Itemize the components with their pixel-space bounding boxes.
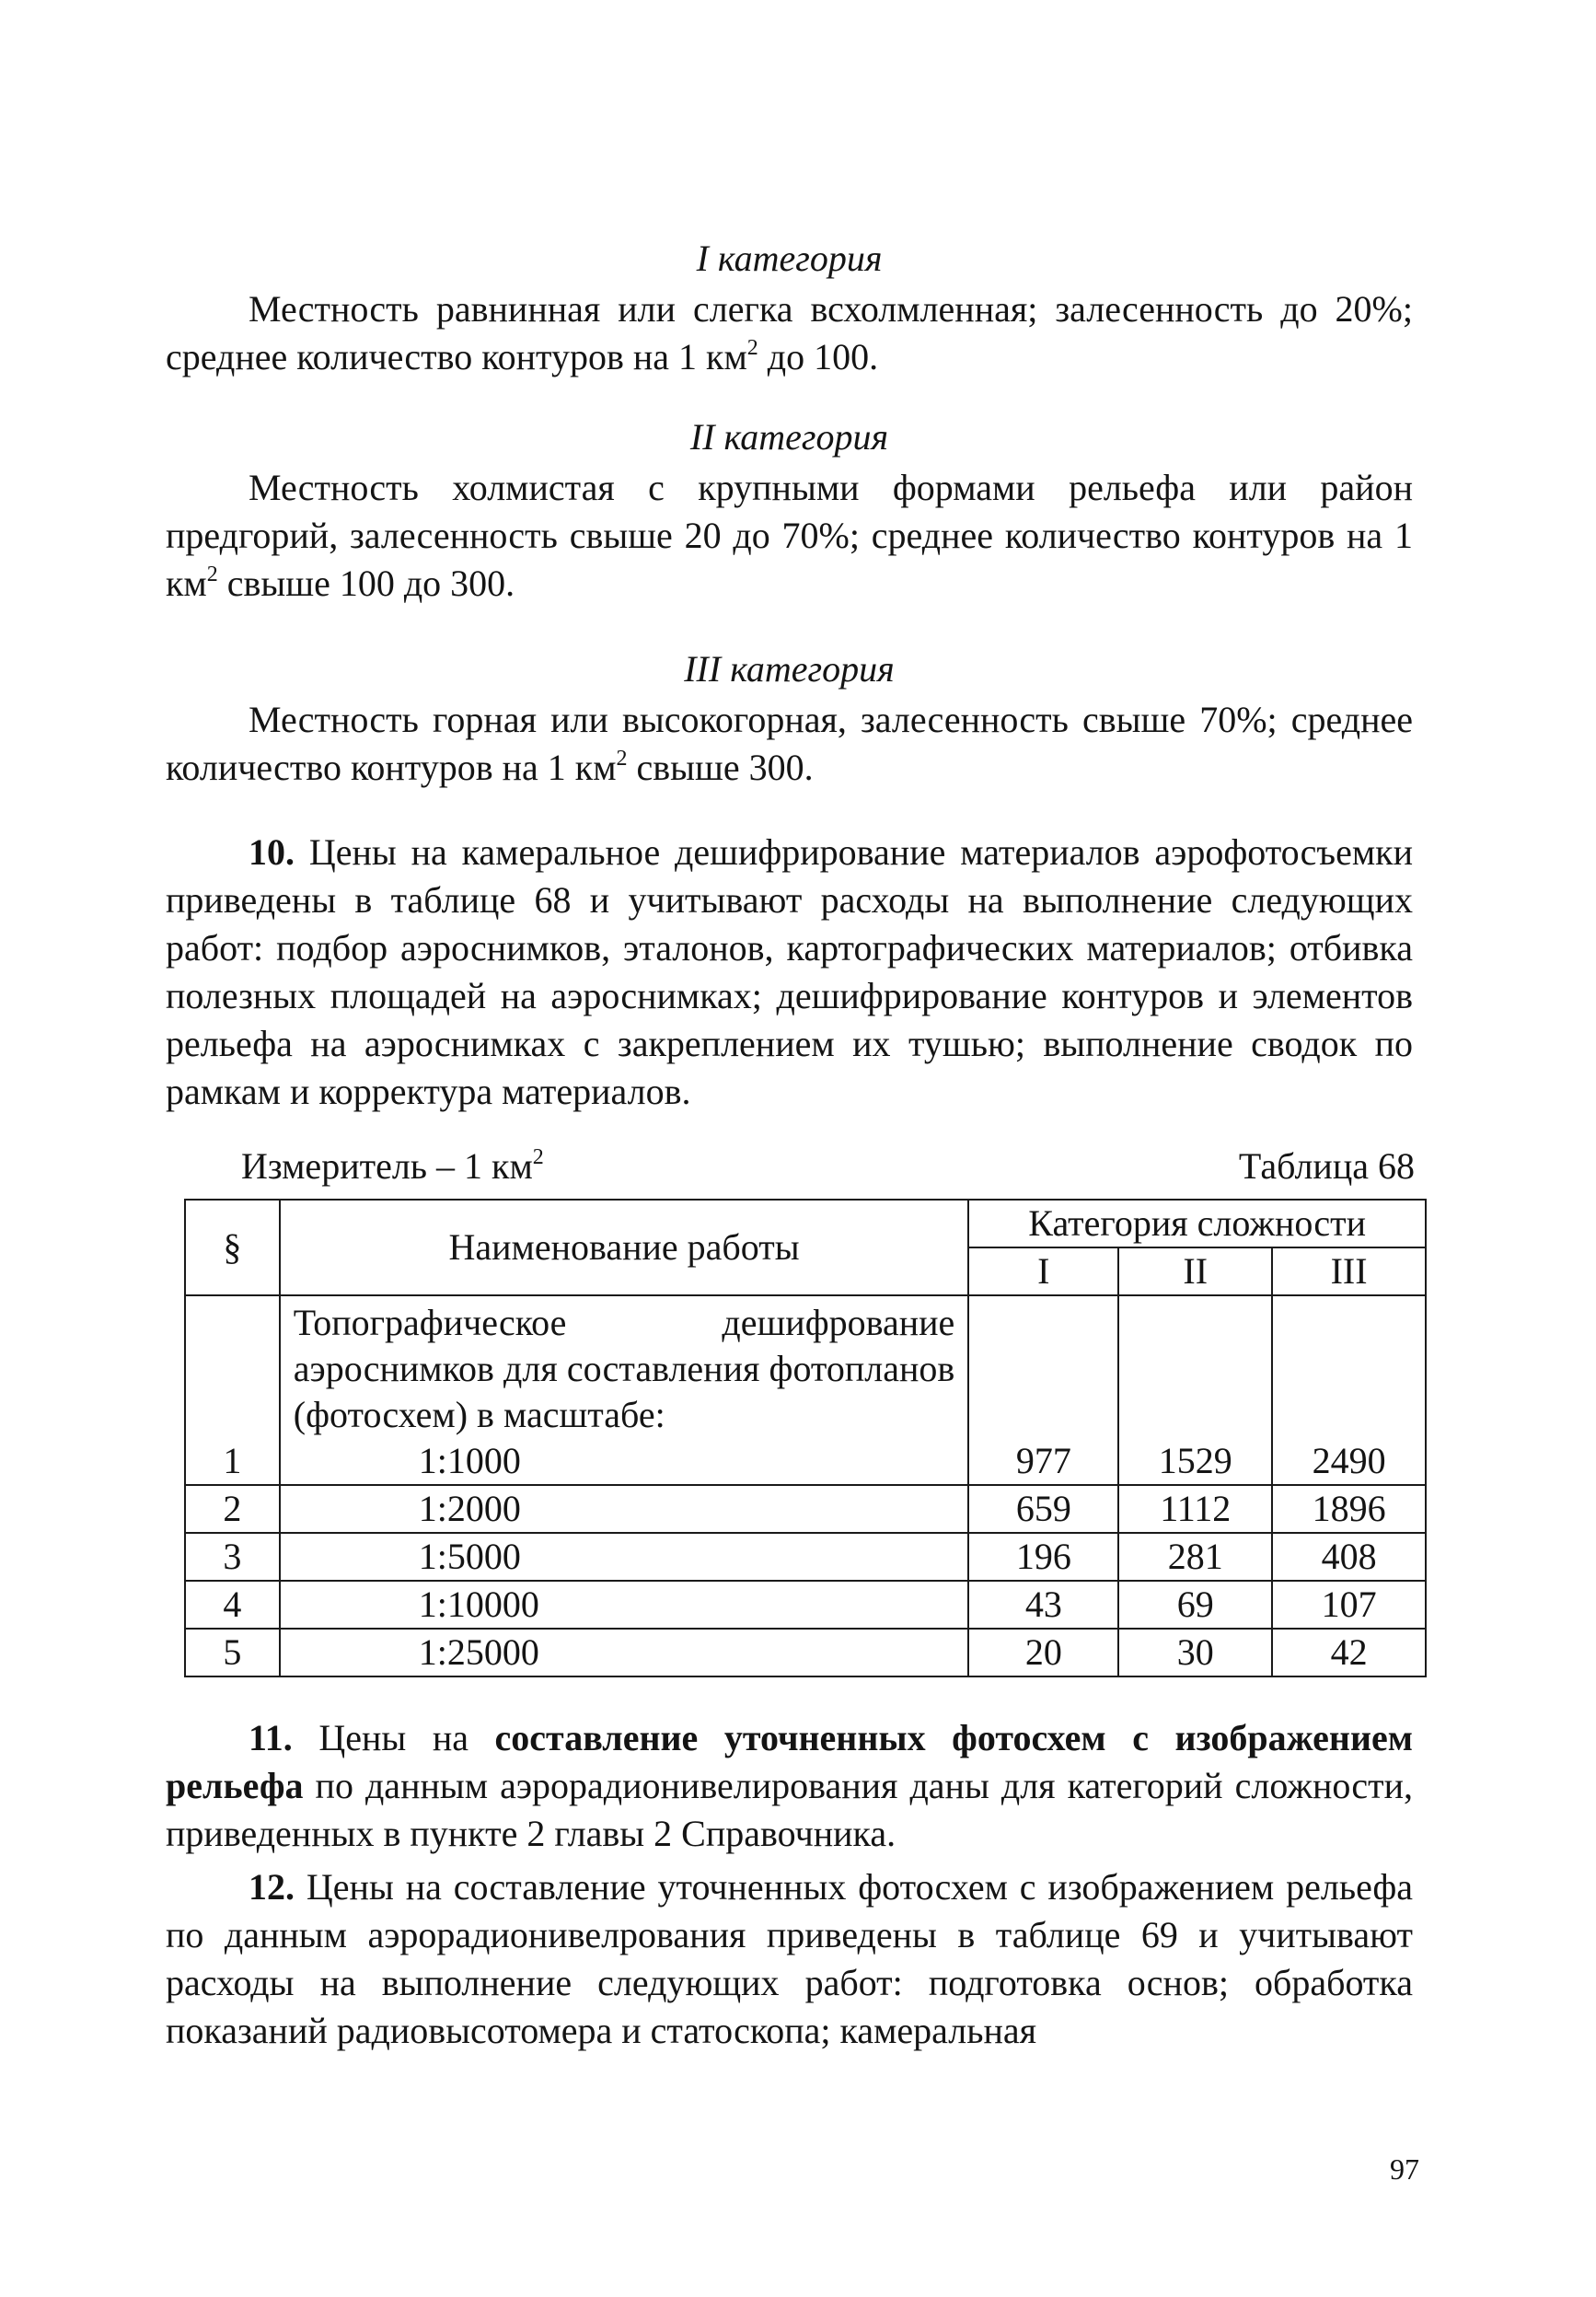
- table-header-row: [185, 1200, 1426, 1247]
- paragraph-10: [166, 829, 1413, 1116]
- paragraph-number: 12.: [249, 1866, 295, 1908]
- row-value-cat-3: 42: [1272, 1629, 1426, 1676]
- table-row: [185, 1485, 1426, 1533]
- category-1-heading: I категория: [696, 238, 883, 279]
- row-number: 3: [185, 1533, 280, 1581]
- superscript: 2: [206, 563, 218, 586]
- row-scale: 1:2000: [280, 1485, 969, 1533]
- row-value-cat-2: 69: [1118, 1581, 1272, 1629]
- paragraph-number: 10.: [249, 831, 295, 873]
- table-label: Таблица 68: [1238, 1145, 1415, 1187]
- row-value-cat-1: 43: [968, 1581, 1118, 1629]
- row-value-cat-2: 1529: [1118, 1295, 1272, 1485]
- row-scale: 1:25000: [280, 1629, 969, 1676]
- table-row: [185, 1295, 1426, 1485]
- row-value-cat-3: 1896: [1272, 1485, 1426, 1533]
- superscript: 2: [532, 1145, 544, 1169]
- category-2-text: Местность холмистая с крупными формами рельефа или район предгорий, залесенность свыше 20 до 70%; среднее количество контуров на 1 $км^2$ свыше 100 до 300.: [166, 467, 1413, 604]
- table-68: [184, 1199, 1427, 1677]
- bold-phrase: составление уточненных фотосхем с изображением рельефа: [166, 1717, 1413, 1806]
- paragraph-12: [166, 1863, 1413, 2055]
- category-1-block: [166, 236, 1413, 381]
- row-value-cat-2: 281: [1118, 1533, 1272, 1581]
- table-68-caption: [241, 1143, 1415, 1191]
- header-category-2: II: [1118, 1247, 1272, 1295]
- superscript: 2: [746, 336, 758, 360]
- paragraph-text: Цены на камеральное дешифрирование материалов аэрофотосъемки приведены в таблице 68 и учитывают расходы на выполнение следующих работ: подбор аэроснимков, эталонов, картографических материалов; отбивка полезных площадей на аэроснимках; дешифрирование контуров и элементов рельефа на аэроснимках с закреплением их тушью; выполнение сводок по рамкам и корректура материалов.: [166, 831, 1413, 1112]
- paragraph-text: Цены на составление уточненных фотосхем с изображением рельефа по данным аэрорадионивелрования приведены в таблице 69 и учитывают расходы на выполнение следующих работ: подготовка основ; обработка показаний радиовысотомера и статоскопа; камеральная: [166, 1866, 1413, 2051]
- header-complexity-category: Категория сложности: [968, 1200, 1426, 1247]
- row-value-cat-3: 2490: [1272, 1295, 1426, 1485]
- row-number: 2: [185, 1485, 280, 1533]
- row-value-cat-1: 20: [968, 1629, 1118, 1676]
- row-scale: 1:5000: [280, 1533, 969, 1581]
- work-description: Топографическое дешифрование аэроснимков для составления фотопланов (фотосхем) в масштабе:: [293, 1302, 955, 1435]
- category-2-heading: II категория: [689, 416, 889, 458]
- paragraph-number: 11.: [249, 1717, 293, 1758]
- row-scale: 1:10000: [280, 1581, 969, 1629]
- superscript: 2: [616, 747, 628, 771]
- category-3-heading: III категория: [684, 648, 895, 690]
- row-scale: 1:1000: [418, 1440, 521, 1481]
- table-row: [185, 1581, 1426, 1629]
- category-3-text: Местность горная или высокогорная, залесенность свыше 70%; среднее количество контуров на 1 $км^2$ свыше 300.: [166, 699, 1413, 788]
- paragraph-11: 11. Цены на составление уточненных фотосхем с изображением рельефа по данным аэрорадионивелирования даны для категорий сложности, приведенных в пункте 2 главы 2 Справочника.: [166, 1717, 1413, 1854]
- row-value-cat-2: 30: [1118, 1629, 1272, 1676]
- category-3-block: [166, 646, 1413, 792]
- row-value-cat-3: 408: [1272, 1533, 1426, 1581]
- row-name-cell: [280, 1295, 969, 1485]
- row-value-cat-1: 196: [968, 1533, 1118, 1581]
- page-number: 97: [1390, 2152, 1419, 2186]
- row-number: 5: [185, 1629, 280, 1676]
- header-work-name: Наименование работы: [280, 1200, 969, 1295]
- header-category-3: III: [1272, 1247, 1426, 1295]
- row-value-cat-3: 107: [1272, 1581, 1426, 1629]
- table-measure: Измеритель – 1 $км^2$: [241, 1145, 544, 1187]
- header-category-1: I: [968, 1247, 1118, 1295]
- row-number: 1: [185, 1295, 280, 1485]
- table-row: [185, 1629, 1426, 1676]
- row-value-cat-1: 977: [968, 1295, 1118, 1485]
- category-2-block: [166, 414, 1413, 608]
- row-value-cat-2: 1112: [1118, 1485, 1272, 1533]
- table-row: [185, 1533, 1426, 1581]
- row-number: 4: [185, 1581, 280, 1629]
- category-1-text: Местность равнинная или слегка всхолмленная; залесенность до 20%; среднее количество контуров на 1 $км^2$ до 100.: [166, 288, 1413, 377]
- header-section-sign: §: [185, 1200, 280, 1295]
- row-value-cat-1: 659: [968, 1485, 1118, 1533]
